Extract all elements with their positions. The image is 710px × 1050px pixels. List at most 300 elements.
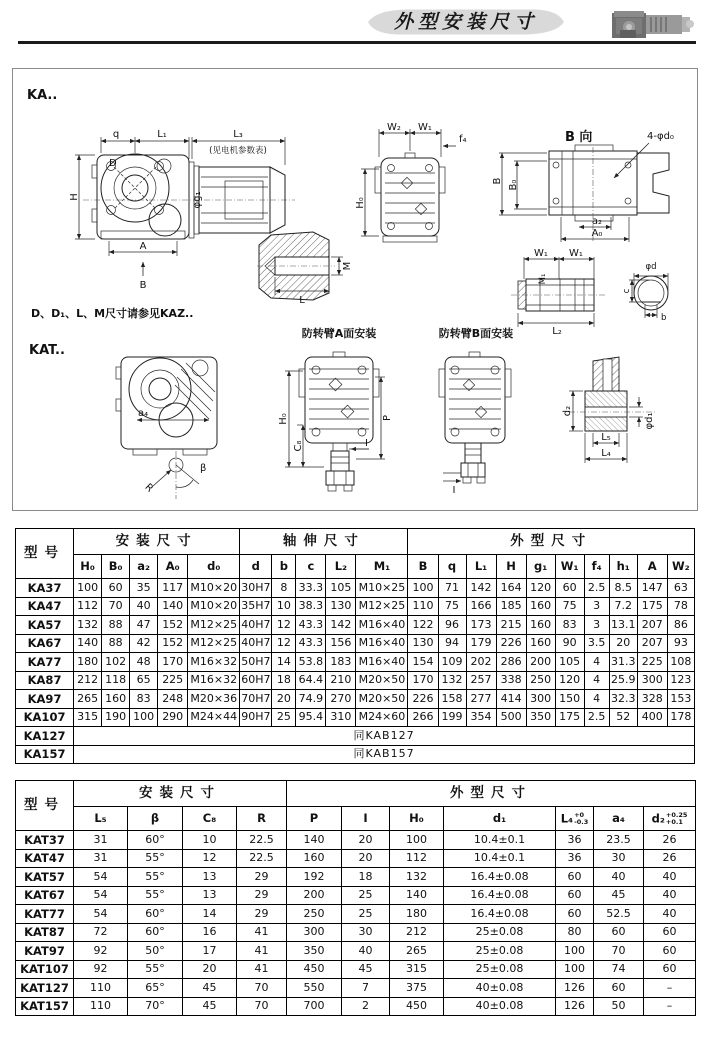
dim-label-arm-h0: H₀ bbox=[278, 413, 289, 425]
value-cell: 38.3 bbox=[296, 597, 326, 616]
dim-label-key-b: b bbox=[661, 313, 667, 323]
dim-label-phid: φd bbox=[645, 262, 657, 272]
value-cell: 310 bbox=[326, 708, 356, 727]
dim-label-l5: L₅ bbox=[601, 432, 611, 443]
table-row bbox=[16, 849, 696, 868]
model-cell: KA67 bbox=[16, 634, 74, 653]
arm-b-title: 防转臂B面安装 bbox=[438, 327, 514, 340]
value-cell: 450 bbox=[287, 960, 342, 979]
value-cell: 36 bbox=[556, 849, 594, 868]
value-cell: 202 bbox=[466, 653, 496, 672]
value-cell: 140 bbox=[390, 886, 444, 905]
value-cell: 140 bbox=[287, 831, 342, 850]
value-cell: 4 bbox=[584, 690, 609, 709]
value-cell: 192 bbox=[287, 868, 342, 887]
value-cell: 215 bbox=[496, 616, 526, 635]
column-header: d₁ bbox=[444, 807, 556, 831]
value-cell: 12 bbox=[183, 849, 237, 868]
value-cell: 226 bbox=[408, 690, 438, 709]
value-cell: 16.4±0.08 bbox=[444, 868, 556, 887]
value-cell: 70 bbox=[237, 979, 287, 998]
model-cell: KA157 bbox=[16, 745, 74, 764]
column-header: d₂ +0.25 +0.1 bbox=[644, 807, 696, 831]
value-cell: 60H7 bbox=[240, 671, 272, 690]
value-cell: 354 bbox=[466, 708, 496, 727]
value-cell: 132 bbox=[438, 671, 466, 690]
column-header: A₀ bbox=[158, 555, 188, 579]
ka-series-label: KA.. bbox=[27, 88, 58, 103]
model-cell: KA77 bbox=[16, 653, 74, 672]
value-cell: 40 bbox=[130, 597, 158, 616]
table-row bbox=[16, 616, 695, 635]
dim-label-b-outline: B bbox=[492, 177, 503, 185]
value-cell: 100 bbox=[74, 579, 102, 598]
value-cell: 20 bbox=[342, 849, 390, 868]
value-cell: 70 bbox=[237, 997, 287, 1016]
value-cell: M12×25 bbox=[188, 616, 240, 635]
value-cell: 13 bbox=[183, 868, 237, 887]
table-row bbox=[16, 868, 696, 887]
value-cell: 20 bbox=[183, 960, 237, 979]
value-cell: 277 bbox=[466, 690, 496, 709]
table-row bbox=[16, 979, 696, 998]
value-cell: M16×32 bbox=[188, 653, 240, 672]
value-cell: 40 bbox=[644, 886, 696, 905]
dim-label-c8: C₈ bbox=[293, 440, 304, 452]
value-cell: 26 bbox=[644, 831, 696, 850]
value-cell: 70 bbox=[594, 942, 644, 961]
value-cell: 180 bbox=[390, 905, 444, 924]
bolt-callout: 4-φd₀ bbox=[647, 131, 674, 142]
value-cell: 52.5 bbox=[594, 905, 644, 924]
column-header: H₀ bbox=[74, 555, 102, 579]
value-cell: 53.8 bbox=[296, 653, 326, 672]
value-cell: 286 bbox=[496, 653, 526, 672]
value-cell: 45 bbox=[594, 886, 644, 905]
value-cell: M24×60 bbox=[356, 708, 408, 727]
value-cell: 4 bbox=[584, 671, 609, 690]
model-cell: KA47 bbox=[16, 597, 74, 616]
value-cell: M10×20 bbox=[188, 597, 240, 616]
column-header: L₁ bbox=[466, 555, 496, 579]
value-cell: M24×44 bbox=[188, 708, 240, 727]
value-cell: 105 bbox=[555, 653, 584, 672]
value-cell: 25 bbox=[342, 886, 390, 905]
value-cell: 112 bbox=[74, 597, 102, 616]
value-cell: – bbox=[644, 997, 696, 1016]
value-cell: 25±0.08 bbox=[444, 942, 556, 961]
value-cell: 80 bbox=[556, 923, 594, 942]
column-header: q bbox=[438, 555, 466, 579]
ka-side-view bbox=[355, 122, 467, 242]
hollow-shaft-view bbox=[511, 248, 605, 337]
value-cell: 29 bbox=[237, 868, 287, 887]
dim-label-q: q bbox=[112, 129, 120, 140]
value-cell: 60 bbox=[556, 868, 594, 887]
value-cell: 83 bbox=[130, 690, 158, 709]
value-cell: 126 bbox=[556, 979, 594, 998]
value-cell: 500 bbox=[496, 708, 526, 727]
value-cell: 350 bbox=[287, 942, 342, 961]
value-cell: 40±0.08 bbox=[444, 997, 556, 1016]
value-cell: 328 bbox=[637, 690, 667, 709]
value-cell: 122 bbox=[408, 616, 438, 635]
value-cell: 22.5 bbox=[237, 831, 287, 850]
value-cell: 2 bbox=[342, 997, 390, 1016]
value-cell: 65° bbox=[128, 979, 183, 998]
arm-a-title: 防转臂A面安装 bbox=[301, 327, 377, 340]
drawing-panel bbox=[12, 68, 698, 511]
value-cell: 225 bbox=[158, 671, 188, 690]
value-cell: 20 bbox=[342, 831, 390, 850]
value-cell: 199 bbox=[438, 708, 466, 727]
value-cell: 16.4±0.08 bbox=[444, 886, 556, 905]
table-row bbox=[16, 997, 696, 1016]
value-cell: 156 bbox=[326, 634, 356, 653]
value-cell: M16×40 bbox=[356, 653, 408, 672]
table-row bbox=[16, 653, 695, 672]
column-header: h₁ bbox=[609, 555, 637, 579]
dim-label-l4: L₄ bbox=[601, 448, 611, 459]
value-cell: 210 bbox=[326, 671, 356, 690]
value-cell: 315 bbox=[390, 960, 444, 979]
value-cell: 110 bbox=[74, 979, 128, 998]
value-cell: 88 bbox=[102, 634, 130, 653]
value-cell: 130 bbox=[408, 634, 438, 653]
value-cell: 45 bbox=[183, 997, 237, 1016]
value-cell: 207 bbox=[637, 616, 667, 635]
torque-arm-b-view bbox=[439, 326, 513, 496]
model-cell: KA57 bbox=[16, 616, 74, 635]
value-cell: 450 bbox=[390, 997, 444, 1016]
dim-label-b: B bbox=[139, 280, 147, 291]
value-cell: 23.5 bbox=[594, 831, 644, 850]
value-cell: 40H7 bbox=[240, 634, 272, 653]
model-cell: KAT87 bbox=[16, 923, 74, 942]
value-cell: – bbox=[644, 979, 696, 998]
dim-label-h: H bbox=[69, 193, 80, 201]
value-cell: 152 bbox=[158, 616, 188, 635]
value-cell: M20×36 bbox=[188, 690, 240, 709]
value-cell: 200 bbox=[287, 886, 342, 905]
value-cell: 29 bbox=[237, 905, 287, 924]
column-header: R bbox=[237, 807, 287, 831]
value-cell: 250 bbox=[526, 671, 555, 690]
value-cell: 92 bbox=[74, 960, 128, 979]
column-header: B₀ bbox=[102, 555, 130, 579]
value-cell: 40H7 bbox=[240, 616, 272, 635]
value-cell: 108 bbox=[667, 653, 694, 672]
dim-label-f4: f₄ bbox=[459, 134, 467, 145]
value-cell: 40 bbox=[342, 942, 390, 961]
value-cell: 179 bbox=[466, 634, 496, 653]
dim-label-m1: M₁ bbox=[538, 273, 548, 285]
value-cell: 25±0.08 bbox=[444, 923, 556, 942]
column-header: a₂ bbox=[130, 555, 158, 579]
value-cell: 200 bbox=[526, 653, 555, 672]
value-cell: 86 bbox=[667, 616, 694, 635]
value-cell: 29 bbox=[237, 886, 287, 905]
value-cell: 45 bbox=[342, 960, 390, 979]
dim-label-phig1: φg₁ bbox=[192, 191, 203, 209]
dim-label-r: R bbox=[142, 481, 156, 495]
group-header: 外型尺寸 bbox=[287, 781, 696, 807]
kat-series-label: KAT.. bbox=[29, 343, 65, 358]
value-cell: 40±0.08 bbox=[444, 979, 556, 998]
column-header: β bbox=[128, 807, 183, 831]
table-row bbox=[16, 597, 695, 616]
table-row bbox=[16, 634, 695, 653]
value-cell: 45 bbox=[183, 979, 237, 998]
value-cell: 170 bbox=[158, 653, 188, 672]
value-cell: 150 bbox=[555, 690, 584, 709]
value-cell: 300 bbox=[637, 671, 667, 690]
value-cell: 270 bbox=[326, 690, 356, 709]
value-cell: 55° bbox=[128, 960, 183, 979]
value-cell: 164 bbox=[496, 579, 526, 598]
value-cell: 31 bbox=[74, 831, 128, 850]
value-cell: 12 bbox=[272, 616, 296, 635]
group-header: 安装尺寸 bbox=[74, 529, 240, 555]
column-header: g₁ bbox=[526, 555, 555, 579]
value-cell: M10×25 bbox=[356, 579, 408, 598]
value-cell: 175 bbox=[637, 597, 667, 616]
span-cell: 同KAB127 bbox=[74, 727, 695, 746]
value-cell: 48 bbox=[130, 653, 158, 672]
value-cell: 60 bbox=[644, 923, 696, 942]
model-cell: KA127 bbox=[16, 727, 74, 746]
value-cell: 30H7 bbox=[240, 579, 272, 598]
value-cell: 13.1 bbox=[609, 616, 637, 635]
dim-label-d2: d₂ bbox=[562, 405, 573, 417]
value-cell: 350 bbox=[526, 708, 555, 727]
value-cell: 26 bbox=[644, 849, 696, 868]
value-cell: 30 bbox=[342, 923, 390, 942]
group-header: 轴伸尺寸 bbox=[240, 529, 408, 555]
group-header: 安装尺寸 bbox=[74, 781, 287, 807]
column-header: c bbox=[296, 555, 326, 579]
tolerance-stack: +0 -0.3 bbox=[574, 810, 589, 826]
dim-label-l: L bbox=[299, 295, 305, 306]
column-header: d bbox=[240, 555, 272, 579]
value-cell: 117 bbox=[158, 579, 188, 598]
value-cell: 225 bbox=[637, 653, 667, 672]
value-cell: 96 bbox=[438, 616, 466, 635]
value-cell: 71 bbox=[438, 579, 466, 598]
shaft-end-view bbox=[622, 262, 668, 323]
dim-label-a0: A₀ bbox=[591, 228, 603, 239]
value-cell: 160 bbox=[102, 690, 130, 709]
value-cell: 55° bbox=[128, 849, 183, 868]
value-cell: 257 bbox=[466, 671, 496, 690]
model-cell: KA37 bbox=[16, 579, 74, 598]
table-row bbox=[16, 886, 696, 905]
value-cell: 3 bbox=[584, 616, 609, 635]
value-cell: 180 bbox=[74, 653, 102, 672]
value-cell: 700 bbox=[287, 997, 342, 1016]
column-header: P bbox=[287, 807, 342, 831]
dim-label-w1: W₁ bbox=[418, 122, 432, 133]
value-cell: 132 bbox=[74, 616, 102, 635]
header-divider bbox=[18, 41, 696, 44]
value-cell: 132 bbox=[390, 868, 444, 887]
value-cell: 140 bbox=[74, 634, 102, 653]
value-cell: 64.4 bbox=[296, 671, 326, 690]
value-cell: 2.5 bbox=[584, 708, 609, 727]
motor-table-note: (见电机参数表) bbox=[209, 146, 267, 156]
value-cell: 10.4±0.1 bbox=[444, 849, 556, 868]
value-cell: 60 bbox=[644, 942, 696, 961]
value-cell: 10 bbox=[272, 597, 296, 616]
column-header: A bbox=[637, 555, 667, 579]
model-cell: KAT127 bbox=[16, 979, 74, 998]
column-header: H bbox=[496, 555, 526, 579]
ka-dimensions-table bbox=[15, 528, 695, 764]
value-cell: 83 bbox=[555, 616, 584, 635]
column-header: f₄ bbox=[584, 555, 609, 579]
value-cell: 25.9 bbox=[609, 671, 637, 690]
value-cell: 7 bbox=[342, 979, 390, 998]
column-header: L₄ +0 -0.3 bbox=[556, 807, 594, 831]
column-header: L₂ bbox=[326, 555, 356, 579]
gearmotor-photo bbox=[606, 6, 700, 42]
table-row bbox=[16, 708, 695, 727]
value-cell: 3 bbox=[584, 597, 609, 616]
value-cell: 50H7 bbox=[240, 653, 272, 672]
value-cell: 212 bbox=[390, 923, 444, 942]
value-cell: 17 bbox=[183, 942, 237, 961]
value-cell: 33.3 bbox=[296, 579, 326, 598]
value-cell: 60 bbox=[644, 960, 696, 979]
value-cell: 12 bbox=[272, 634, 296, 653]
model-cell: KAT57 bbox=[16, 868, 74, 887]
value-cell: 13 bbox=[183, 886, 237, 905]
kat-dimensions-table bbox=[15, 780, 696, 1016]
value-cell: 123 bbox=[667, 671, 694, 690]
value-cell: 16.4±0.08 bbox=[444, 905, 556, 924]
value-cell: 147 bbox=[637, 579, 667, 598]
value-cell: 25 bbox=[272, 708, 296, 727]
model-cell: KAT47 bbox=[16, 849, 74, 868]
value-cell: 110 bbox=[408, 597, 438, 616]
value-cell: 100 bbox=[408, 579, 438, 598]
column-header: W₂ bbox=[667, 555, 694, 579]
value-cell: 22.5 bbox=[237, 849, 287, 868]
value-cell: 7.2 bbox=[609, 597, 637, 616]
value-cell: 110 bbox=[74, 997, 128, 1016]
value-cell: 95.4 bbox=[296, 708, 326, 727]
value-cell: 35H7 bbox=[240, 597, 272, 616]
value-cell: 120 bbox=[526, 579, 555, 598]
dim-label-c: c bbox=[622, 288, 632, 294]
value-cell: M12×25 bbox=[188, 634, 240, 653]
value-cell: 70° bbox=[128, 997, 183, 1016]
value-cell: 142 bbox=[466, 579, 496, 598]
value-cell: 50 bbox=[594, 997, 644, 1016]
value-cell: 265 bbox=[74, 690, 102, 709]
kaz-reference-note: D、D₁、L、M尺寸请参见KAZ.. bbox=[31, 307, 194, 320]
column-header: W₁ bbox=[555, 555, 584, 579]
model-cell: KAT77 bbox=[16, 905, 74, 924]
value-cell: 118 bbox=[102, 671, 130, 690]
dim-label-a2: a₂ bbox=[591, 216, 603, 227]
value-cell: M16×40 bbox=[356, 616, 408, 635]
value-cell: 160 bbox=[526, 634, 555, 653]
value-cell: 32.3 bbox=[609, 690, 637, 709]
value-cell: 158 bbox=[438, 690, 466, 709]
dim-label-beta: β bbox=[200, 463, 207, 474]
value-cell: 105 bbox=[326, 579, 356, 598]
value-cell: 74 bbox=[594, 960, 644, 979]
value-cell: 40 bbox=[594, 868, 644, 887]
table-row bbox=[16, 579, 695, 598]
value-cell: 290 bbox=[158, 708, 188, 727]
value-cell: 92 bbox=[74, 942, 128, 961]
model-column-header: 型号 bbox=[16, 529, 74, 579]
column-header: L₅ bbox=[74, 807, 128, 831]
value-cell: 94 bbox=[438, 634, 466, 653]
column-header: a₄ bbox=[594, 807, 644, 831]
torque-arm-a-view bbox=[278, 326, 393, 491]
dim-label-w1-left: W₁ bbox=[534, 248, 548, 259]
value-cell: 160 bbox=[526, 597, 555, 616]
value-cell: 16 bbox=[183, 923, 237, 942]
value-cell: 265 bbox=[390, 942, 444, 961]
bushing-detail bbox=[562, 357, 657, 463]
value-cell: 154 bbox=[408, 653, 438, 672]
value-cell: 14 bbox=[183, 905, 237, 924]
value-cell: 93 bbox=[667, 634, 694, 653]
value-cell: 10 bbox=[183, 831, 237, 850]
value-cell: 43.3 bbox=[296, 634, 326, 653]
value-cell: 414 bbox=[496, 690, 526, 709]
value-cell: 18 bbox=[272, 671, 296, 690]
value-cell: 10.4±0.1 bbox=[444, 831, 556, 850]
table-row bbox=[16, 923, 696, 942]
dim-label-i-b: I bbox=[452, 485, 456, 496]
model-cell: KA107 bbox=[16, 708, 74, 727]
value-cell: 60 bbox=[594, 923, 644, 942]
dim-label-a: A bbox=[139, 241, 147, 252]
value-cell: 88 bbox=[102, 616, 130, 635]
value-cell: 75 bbox=[555, 597, 584, 616]
value-cell: 60° bbox=[128, 923, 183, 942]
value-cell: 47 bbox=[130, 616, 158, 635]
value-cell: 183 bbox=[326, 653, 356, 672]
column-header: d₀ bbox=[188, 555, 240, 579]
model-cell: KA87 bbox=[16, 671, 74, 690]
model-cell: KAT97 bbox=[16, 942, 74, 961]
value-cell: 52 bbox=[609, 708, 637, 727]
value-cell: 60° bbox=[128, 905, 183, 924]
model-cell: KAT157 bbox=[16, 997, 74, 1016]
value-cell: 54 bbox=[74, 886, 128, 905]
value-cell: 41 bbox=[237, 942, 287, 961]
value-cell: 54 bbox=[74, 868, 128, 887]
value-cell: 2.5 bbox=[584, 579, 609, 598]
value-cell: 152 bbox=[158, 634, 188, 653]
value-cell: 266 bbox=[408, 708, 438, 727]
value-cell: 54 bbox=[74, 905, 128, 924]
value-cell: 300 bbox=[526, 690, 555, 709]
dim-label-w1-right: W₁ bbox=[569, 248, 583, 259]
table-row bbox=[16, 671, 695, 690]
value-cell: 3.5 bbox=[584, 634, 609, 653]
column-header: B bbox=[408, 555, 438, 579]
b-direction-view bbox=[492, 129, 674, 242]
value-cell: 185 bbox=[496, 597, 526, 616]
value-cell: 166 bbox=[466, 597, 496, 616]
